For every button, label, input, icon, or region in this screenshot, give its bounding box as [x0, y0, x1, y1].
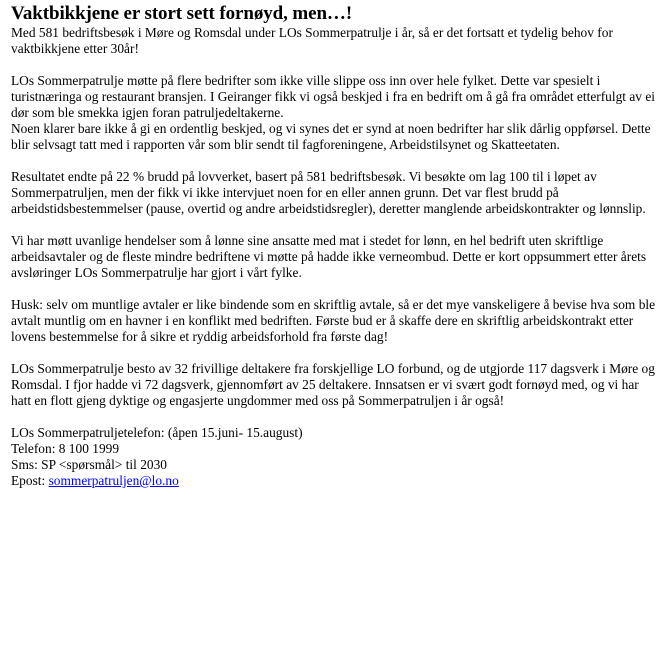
- paragraph-sommerpatrulje-b: Noen klarer bare ikke å gi en ordentlig beskjed, og vi synes det er synd at noen bedrifter har slik dårlig oppførsel. Dette blir selvsagt tatt med i rapporten vår som blir sendt til fagforeningene, Arbeidstilsynet og Skatteetaten.: [11, 121, 651, 152]
- article-intro: Med 581 bedriftsbesøk i Møre og Romsdal under LOs Sommerpatrulje i år, så er det fortsatt et tydelig behov for vaktbikkjene etter 30år!: [11, 25, 613, 56]
- article: [11, 3, 661, 489]
- article-title: Vaktbikkjene er stort sett fornøyd, men…!: [11, 3, 353, 24]
- paragraph-sommerpatrulje-a: LOs Sommerpatrulje møtte på flere bedrifter som ikke ville slippe oss inn over hele fylket. Dette var spesielt i turistnæringa og restaurant bransjen. I Geiranger fikk vi også beskjed i fra en bedrift om å gå fra området etterfulgt av ei dør som ble smekka igjen foran patruljedeltakerne.: [11, 73, 656, 120]
- paragraph-sommerpatrulje: [11, 73, 661, 153]
- contact-phone: Telefon: 8 100 1999: [11, 441, 120, 456]
- contact-email-label: Epost:: [11, 473, 49, 488]
- paragraph-hendelser: Vi har møtt uvanlige hendelser som å lønne sine ansatte med mat i stedet for lønn, en hel bedrift uten skriftlige arbeidsavtaler og de fleste mindre bedriftene vi møtte på hadde ikke verneombud. Dette er kort oppsummert etter årets avsløringer LOs Sommerpatrulje har gjort i vårt fylke.: [11, 233, 647, 280]
- contact-block: [11, 425, 661, 489]
- contact-email-link[interactable]: sommerpatruljen@lo.no: [48, 473, 179, 488]
- paragraph-husk: Husk: selv om muntlige avtaler er like bindende som en skriftlig avtale, så er det mye vanskeligere å bevise hva som ble avtalt muntlig om en havner i en konflikt med bedriften. Første bud er å skaffe dere en skriftlig arbeidskontrakt etter lovens bestemmelse for å sikre et ryddig arbeidsforhold fra første dag!: [11, 297, 656, 344]
- contact-phone-heading: LOs Sommerpatruljetelefon: (åpen 15.juni- 15.august): [11, 425, 303, 440]
- contact-sms: Sms: SP <spørsmål> til 2030: [11, 457, 167, 472]
- paragraph-resultat: Resultatet endte på 22 % brudd på lovverket, basert på 581 bedriftsbesøk. Vi besøkte om lag 100 til i løpet av Sommerpatruljen, men der fikk vi ikke intervjuet noen for en eller annen grunn. Det var flest brudd på arbeidstidsbestemmelser (pause, overtid og andre arbeidstidsregler), deretter manglende arbeidskontrakter og lønnslip.: [11, 169, 646, 216]
- contact-email: [11, 473, 661, 489]
- paragraph-deltakere: LOs Sommerpatrulje besto av 32 frivillige deltakere fra forskjellige LO forbund, og de utgjorde 117 dagsverk i Møre og Romsdal. I fjor hadde vi 72 dagsverk, gjennomført av 25 deltakere. Innsatsen er vi svært godt fornøyd med, og vi har hatt en flott gjeng dyktige og engasjerte ungdommer med oss på Sommerpatruljen i år også!: [11, 361, 655, 408]
